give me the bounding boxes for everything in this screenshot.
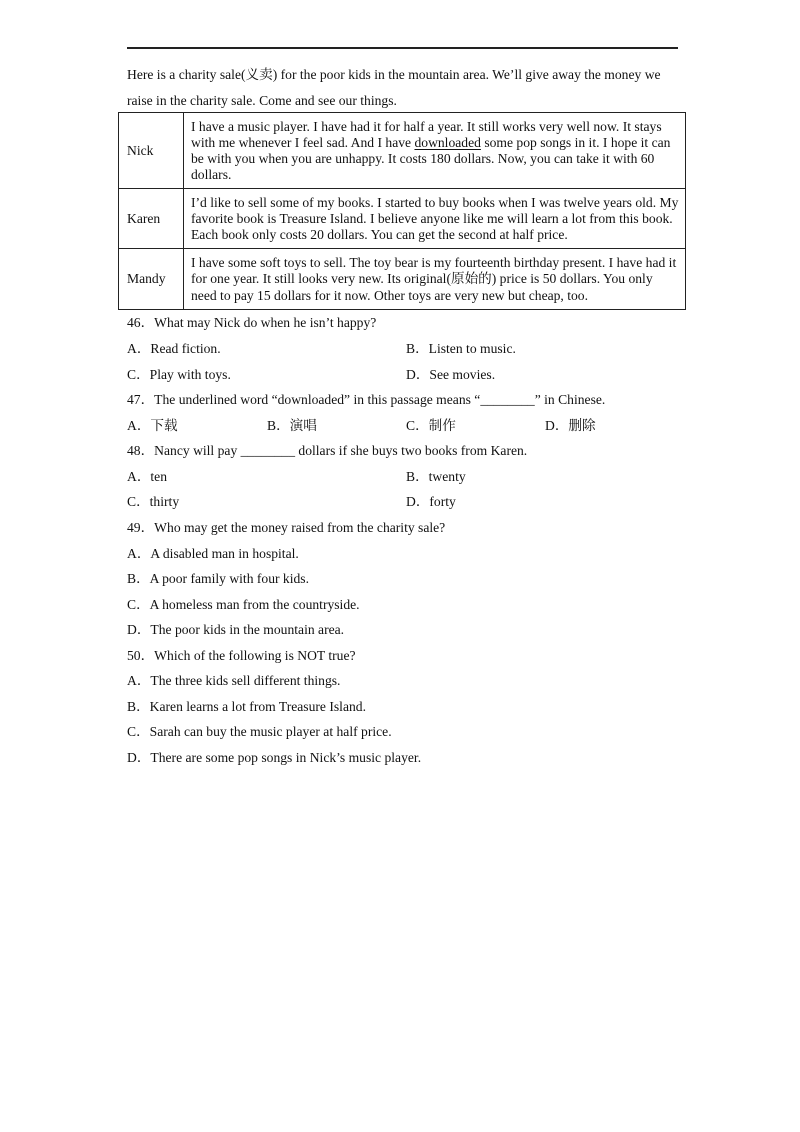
question-50-option-a: A．The three kids sell different things.: [127, 673, 341, 688]
item-description: [184, 113, 686, 189]
question-46-stem: 46．What may Nick do when he isn’t happy?: [127, 315, 377, 330]
question-48-option-b: B．twenty: [406, 469, 466, 484]
underlined-word: downloaded: [414, 134, 481, 150]
question-47-stem: 47．The underlined word “downloaded” in this passage means “________” in Chinese.: [127, 392, 606, 407]
description-text: I have a music player. I have had it for half a year. It still works very well now. It stays with me whenever I feel sad. And I have: [191, 118, 662, 150]
question-49-option-c: C．A homeless man from the countryside.: [127, 597, 360, 612]
question-49-option-d: D．The poor kids in the mountain area.: [127, 622, 345, 637]
intro-paragraph: Here is a charity sale(义卖) for the poor kids in the mountain area. We’ll give away the money we raise in the charity sale. Come and see our things.: [127, 67, 661, 108]
seller-name: Mandy: [119, 249, 184, 310]
question-48-stem: 48．Nancy will pay ________ dollars if she buys two books from Karen.: [127, 443, 528, 458]
description-text: some pop songs in it. I hope it can be with you when you are unhappy. It costs 180 dollars. Now, you can take it with 60 dollars.: [191, 134, 671, 183]
question-47-option-a: A．下载: [127, 418, 178, 433]
table-row-karen: [119, 189, 686, 249]
question-46-option-c: C．Play with toys.: [127, 367, 231, 382]
item-description: I’d like to sell some of my books. I started to buy books when I was twelve years old. My favorite book is Treasure Island. I believe anyone like me will learn a lot from this book. Each book only costs 20 dollars. You can get the second at half price.: [184, 189, 686, 249]
question-49-option-a: A．A disabled man in hospital.: [127, 546, 299, 561]
seller-name: Nick: [119, 113, 184, 189]
charity-sale-table: [118, 112, 686, 310]
seller-name: Karen: [119, 189, 184, 249]
question-47-option-d: D．删除: [545, 418, 596, 433]
question-49-stem: 49．Who may get the money raised from the charity sale?: [127, 520, 446, 535]
item-description: I have some soft toys to sell. The toy bear is my fourteenth birthday present. I have had it for one year. It still looks very new. Its original(原始的) price is 50 dollars. You only need to pay 15 dollars for it now. Other toys are very new but cheap, too.: [184, 249, 686, 310]
question-48-option-a: A．ten: [127, 469, 168, 484]
question-50-option-b: B．Karen learns a lot from Treasure Island.: [127, 699, 366, 714]
question-46-option-a: A．Read fiction.: [127, 341, 221, 356]
question-50-option-d: D．There are some pop songs in Nick’s music player.: [127, 750, 422, 765]
question-49-option-b: B．A poor family with four kids.: [127, 571, 309, 586]
question-48-option-c: C．thirty: [127, 494, 180, 509]
question-47-option-b: B．演唱: [267, 418, 317, 433]
question-50-option-c: C．Sarah can buy the music player at half price.: [127, 724, 392, 739]
question-50-stem: 50．Which of the following is NOT true?: [127, 648, 356, 663]
question-47-option-c: C．制作: [406, 418, 456, 433]
table-row-nick: [119, 113, 686, 189]
question-46-option-d: D．See movies.: [406, 367, 496, 382]
top-rule: [127, 47, 678, 49]
table-row-mandy: [119, 249, 686, 310]
question-46-option-b: B．Listen to music.: [406, 341, 516, 356]
question-48-option-d: D．forty: [406, 494, 456, 509]
